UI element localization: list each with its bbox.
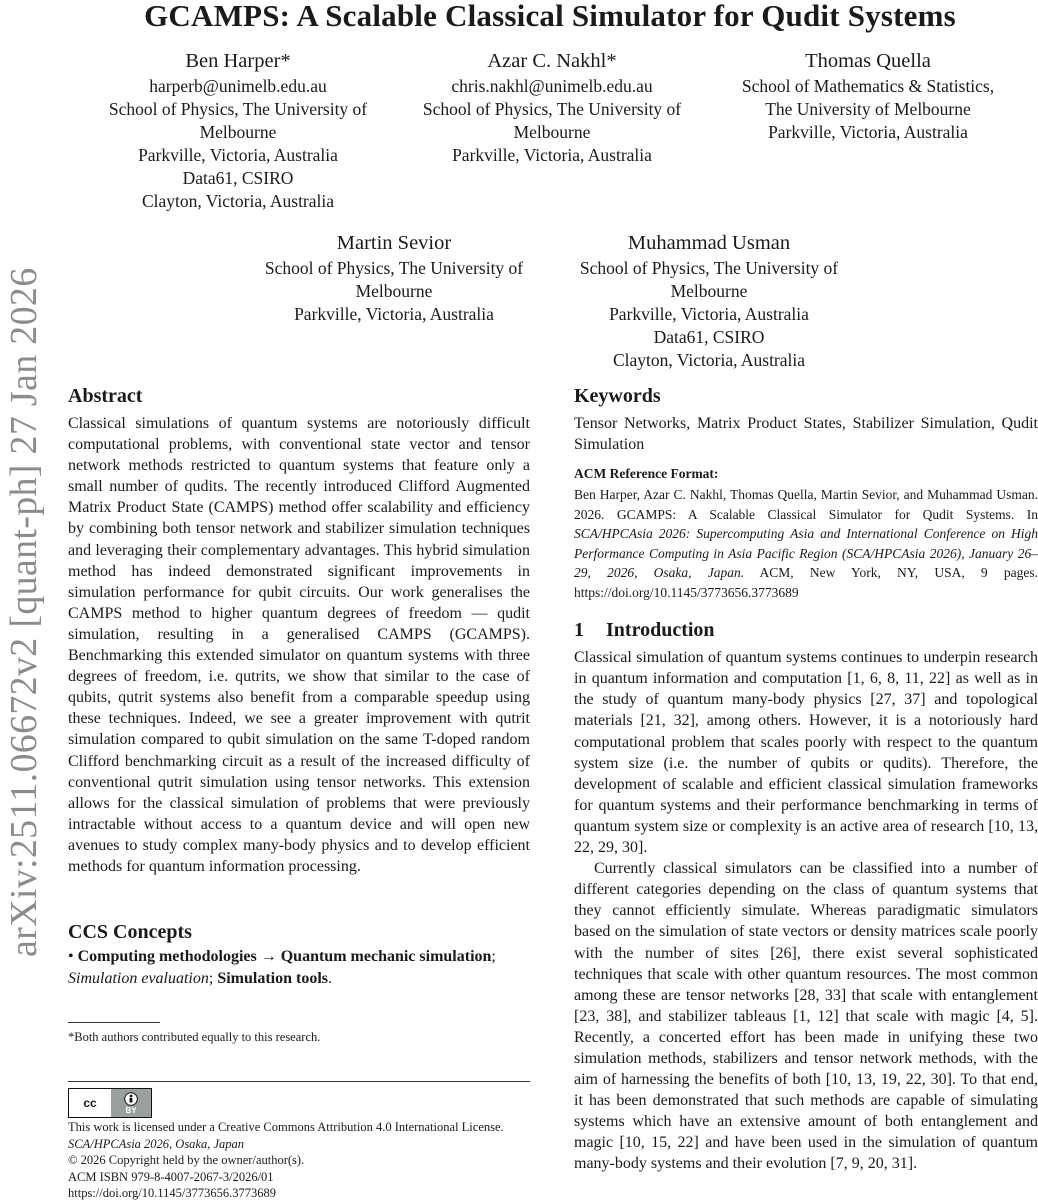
author-affiliation: School of Physics, The University of [422,99,682,119]
author-affiliation: Data61, CSIRO [653,327,765,347]
author-affiliation: Data61, CSIRO [182,168,294,188]
intro-paragraph: Classical simulation of quantum systems continues to underpin research in quantum information and computation [1, 6, 8, 11, 22] as well as in the study of quantum many-body physics [27, 37] and topological materials [21, 32], among others. However, it is a notoriously hard computational problem that scales poorly with respect to the quantum system size (i.e. the number of qubits or qudits). Therefore, the development of scalable and efficient classical simulation frameworks for quantum systems and their performance benchmarking in terms of quantum system size or complexity is an active area of research [10, 13, 22, 29, 30]. [574,649,1038,857]
ccs-separator: ; [491,948,496,965]
abstract-heading: Abstract [68,385,143,407]
license-text [68,1119,538,1202]
author-affiliation: Clayton, Victoria, Australia [612,350,806,370]
acm-reference-venue: SCA/HPCAsia 2026: Supercomputing Asia and International Conference on High Performance Computing in Asia Pacific Region (SCA/HPCAsia 2026), January 26–29, 2026, Osaka, Japan. [574,526,1038,581]
license-line: This work is licensed under a Creative Commons Attribution 4.0 International License. [68,1120,504,1134]
attribution-person-icon [124,1092,138,1106]
acm-reference-heading: ACM Reference Format: [574,466,719,482]
license-rule [68,1081,530,1082]
section-number: 1 [574,619,584,642]
author-block [88,49,388,213]
paper-title: GCAMPS: A Scalable Classical Simulator for Qudit Systems [144,0,956,33]
right-column [574,382,1038,1175]
author-affiliation: Melbourne [199,122,277,142]
license-doi-link[interactable]: https://doi.org/10.1145/3773656.3773689 [68,1186,276,1200]
author-affiliation: Parkville, Victoria, Australia [294,304,494,324]
ccs-item: Computing methodologies → Quantum mechanic simulation [77,948,492,965]
author-block [718,49,1018,144]
author-name: Azar C. Nakhl* [487,50,617,72]
arxiv-stamp: arXiv:2511.06672v2 [quant-ph] 27 Jan 2026 [3,267,45,957]
ccs-item: Simulation evaluation [68,970,209,987]
author-name: Ben Harper* [185,50,291,72]
author-affiliation: The University of Melbourne [765,99,971,119]
author-affiliation: School of Mathematics & Statistics, [741,76,995,96]
intro-paragraph: Currently classical simulators can be classified into a number of different categories depending on the class of quantum systems that they cannot efficiently simulate. Whereas paradigmatic simulators based on the simulation of state vectors or density matrices scale poorly with the number of sites [26], there exist several sophisticated techniques that scale with other quantum resources. The most common among these are tensor networks [28, 33] that scale with entanglement [23, 38], and stabilizer tableaus [1, 12] that scale with magic [4, 5]. Recently, a concerted effort has been made in unifying these two simulation methods, stabilizers and tensor network methods, with the aim of harnessing the benefits of both [10, 13, 19, 22, 30]. To that end, it has been demonstrated that such methods are capable of simulating systems which have an extensive amount of both entanglement and magic [10, 15, 22] and have been used in the simulation of quantum many-body systems and their evolution [7, 9, 20, 31]. [574,860,1038,1173]
author-block [244,231,544,326]
author-affiliation: Parkville, Victoria, Australia [768,122,968,142]
left-column [68,382,530,877]
author-affiliation: Parkville, Victoria, Australia [609,304,809,324]
acm-reference-part: Ben Harper, Azar C. Nakhl, Thomas Quella, Martin Sevior, and Muhammad Usman. 2026. GCAMPS: A Scalable Classical Simulator for Qudit Systems. In [574,487,1038,522]
keywords-heading: Keywords [574,385,661,407]
ccs-separator: . [328,970,333,987]
author-name: Muhammad Usman [627,232,791,254]
author-affiliation: School of Physics, The University of [264,258,524,278]
ccs-item: Simulation tools [217,970,329,987]
author-block [402,49,702,167]
author-affiliation: Parkville, Victoria, Australia [452,145,652,165]
by-label: BY [125,1105,137,1115]
keywords-text: Tensor Networks, Matrix Product States, Stabilizer Simulation, Qudit Simulation [574,415,1038,454]
license-line: SCA/HPCAsia 2026, Osaka, Japan [68,1136,245,1151]
ccs-bullet: • [68,948,74,965]
section-title: Introduction [606,619,715,642]
author-email[interactable]: chris.nakhl@unimelb.edu.au [451,76,653,96]
introduction-heading [574,616,1038,644]
license-line: © 2026 Copyright held by the owner/author(s). [68,1153,305,1167]
by-icon [111,1089,151,1117]
author-affiliation: School of Physics, The University of [108,99,368,119]
acm-reference-part: ACM, New York, NY, USA, 9 pages. https://doi.org/10.1145/3773656.3773689 [574,565,1038,600]
author-affiliation: Parkville, Victoria, Australia [138,145,338,165]
footnote-rule [68,1022,160,1023]
author-affiliation: Melbourne [513,122,591,142]
cc-icon: cc [69,1089,111,1117]
ccs-concepts [68,946,530,990]
ccs-separator: ; [208,970,214,987]
license-line: ACM ISBN 979-8-4007-2067-3/2026/01 [68,1169,274,1184]
acm-reference-text [574,485,1038,602]
author-affiliation: Clayton, Victoria, Australia [141,191,335,211]
ccs-heading: CCS Concepts [68,921,192,943]
author-affiliation: Melbourne [355,281,433,301]
author-email[interactable]: harperb@unimelb.edu.au [149,76,327,96]
author-affiliation: Melbourne [670,281,748,301]
author-affiliation: School of Physics, The University of [579,258,839,278]
author-name: Martin Sevior [336,232,452,254]
footnote: *Both authors contributed equally to this research. [68,1030,321,1044]
abstract-text: Classical simulations of quantum systems are notoriously difficult computational problems, with conventional state vector and tensor network methods restricted to quantum systems that feature only a small number of qudits. The recently introduced Clifford Augmented Matrix Product State (CAMPS) method offer scalability and efficiency by combining both tensor network and stabilizer simulation techniques and leveraging their complementary advantages. This hybrid simulation method has indeed demonstrated significant improvements in simulation performance for qubit circuits. Our work generalises the CAMPS method to higher quantum degrees of freedom — qudit simulation, resulting in a generalised CAMPS (GCAMPS). Benchmarking this extended simulator on quantum systems with three degrees of freedom, i.e. qutrits, we show that similar to the case of qubits, qutrit systems also benefit from a comparable speedup using these techniques. Indeed, we see a greater improvement with qutrit simulation compared to qubit simulation on the same T-doped random Clifford benchmarking circuit as a result of the increased difficulty of conventional qutrit simulation using tensor networks. This extension allows for the classical simulation of problems that were previously intractable without access to a quantum device and will open new avenues to study complex many-body physics and to develop efficient methods for quantum information processing. [68,415,530,875]
author-block [559,231,859,372]
cc-by-license-icon[interactable] [68,1088,152,1118]
author-name: Thomas Quella [805,50,931,72]
